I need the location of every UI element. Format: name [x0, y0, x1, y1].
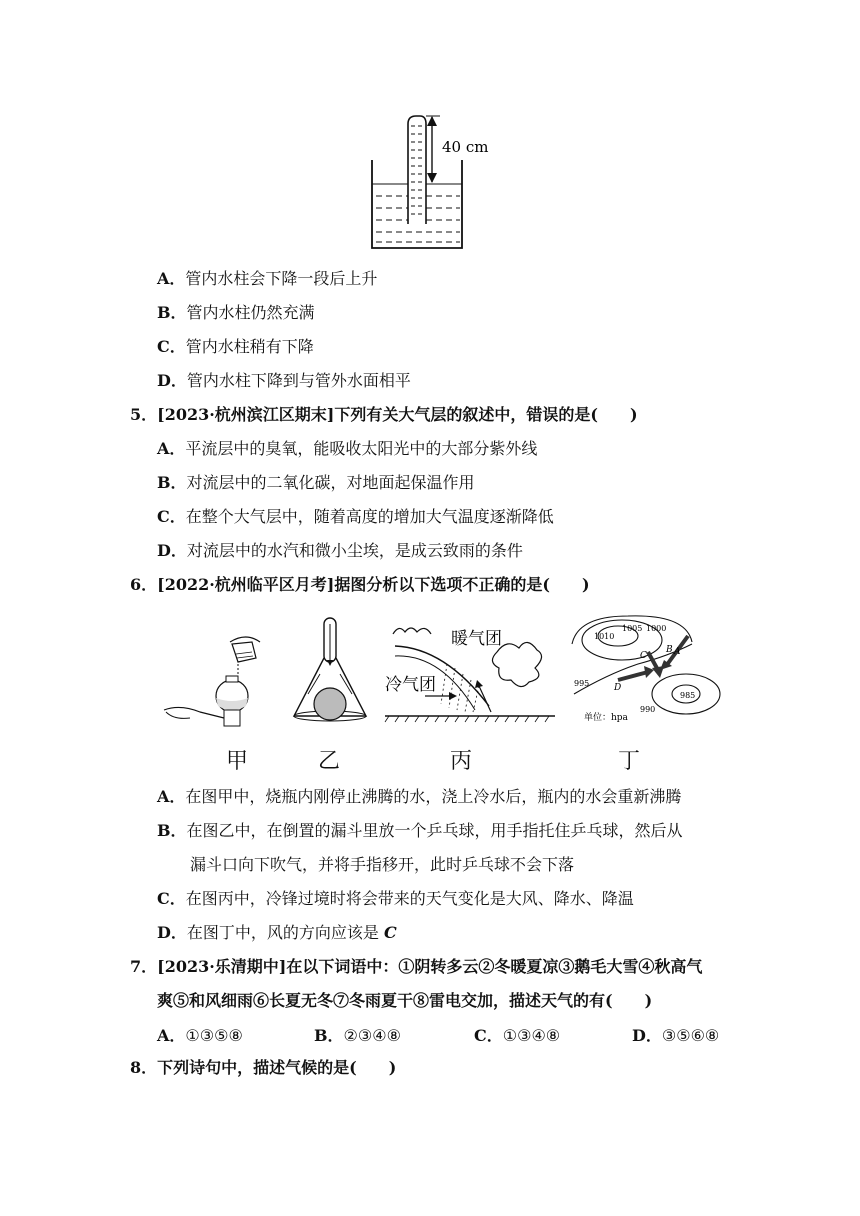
- q8-stem: 8．下列诗句中，描述气候的是( ): [130, 1058, 397, 1077]
- water-tube-diagram: [362, 112, 489, 252]
- figure-ding-isobars: [568, 614, 730, 730]
- q7-option-d: D．③⑤⑥⑧: [632, 1026, 720, 1045]
- tube-height-label: 40 cm: [442, 138, 489, 156]
- figure-bing-cold-front: [385, 616, 555, 726]
- caption-yi: 乙: [318, 749, 341, 774]
- isobar-990: 990: [640, 705, 656, 714]
- pressure-unit-label: 单位：hpa: [584, 713, 628, 723]
- wind-label-c: C: [640, 651, 647, 661]
- q7-option-b: B．②③④⑧: [314, 1026, 401, 1045]
- q5-option-a: A．平流层中的臭氧，能吸收太阳光中的大部分紫外线: [157, 439, 538, 458]
- wind-label-d: D: [614, 683, 622, 693]
- q6-option-b-cont: 漏斗口向下吹气，并将手指移开，此时乒乓球不会下落: [190, 855, 575, 874]
- q7-option-c: C．①③④⑧: [474, 1026, 561, 1045]
- q6-option-b: B．在图乙中，在倒置的漏斗里放一个乒乓球，用手指托住乒乓球，然后从: [157, 821, 683, 840]
- caption-bing: 丙: [450, 749, 473, 774]
- answer-letter-c: C: [383, 923, 397, 942]
- q7-stem-line2: 爽⑤和风细雨⑥长夏无冬⑦冬雨夏干⑧雷电交加，描述天气的有( ): [157, 991, 653, 1010]
- cold-air-mass-label: 冷气团: [385, 675, 436, 695]
- wind-label-a: A: [674, 647, 681, 657]
- caption-ding: 丁: [618, 749, 641, 774]
- q6-option-d: D．在图丁中，风的方向应该是 C: [157, 923, 397, 942]
- warm-air-mass-label: 暖气团: [451, 629, 502, 649]
- q4-option-d: D．管内水柱下降到与管外水面相平: [157, 371, 411, 390]
- q5-option-d: D．对流层中的水汽和微小尘埃，是成云致雨的条件: [157, 541, 523, 560]
- figure-yi-funnel: [290, 614, 370, 734]
- caption-jia: 甲: [226, 749, 249, 774]
- isobar-1005: 1005: [622, 624, 643, 633]
- q5-option-c: C．在整个大气层中，随着高度的增加大气温度逐渐降低: [157, 507, 554, 526]
- q4-option-b: B．管内水柱仍然充满: [157, 303, 315, 322]
- q6-stem: 6．[2022·杭州临平区月考]据图分析以下选项不正确的是( ): [130, 575, 590, 594]
- q6-option-c: C．在图丙中，冷锋过境时将会带来的天气变化是大风、降水、降温: [157, 889, 634, 908]
- q4-option-c: C．管内水柱稍有下降: [157, 337, 314, 356]
- figure-jia-flask: [160, 624, 270, 734]
- wind-label-b: B: [666, 645, 673, 655]
- q5-stem: 5．[2023·杭州滨江区期末]下列有关大气层的叙述中，错误的是( ): [130, 405, 638, 424]
- q4-option-a: A．管内水柱会下降一段后上升: [157, 269, 378, 288]
- isobar-985: 985: [680, 691, 696, 700]
- q7-option-a: A．①③⑤⑧: [157, 1026, 243, 1045]
- isobar-1010: 1010: [594, 632, 615, 641]
- q7-stem-line1: 7．[2023·乐清期中]在以下词语中：①阴转多云②冬暖夏凉③鹅毛大雪④秋高气: [130, 957, 703, 976]
- isobar-1000: 1000: [646, 624, 667, 633]
- q5-option-b: B．对流层中的二氧化碳，对地面起保温作用: [157, 473, 475, 492]
- isobar-995: 995: [574, 679, 590, 688]
- q6-figure-row: [160, 614, 730, 774]
- q6-option-a: A．在图甲中，烧瓶内刚停止沸腾的水，浇上冷水后，瓶内的水会重新沸腾: [157, 787, 682, 806]
